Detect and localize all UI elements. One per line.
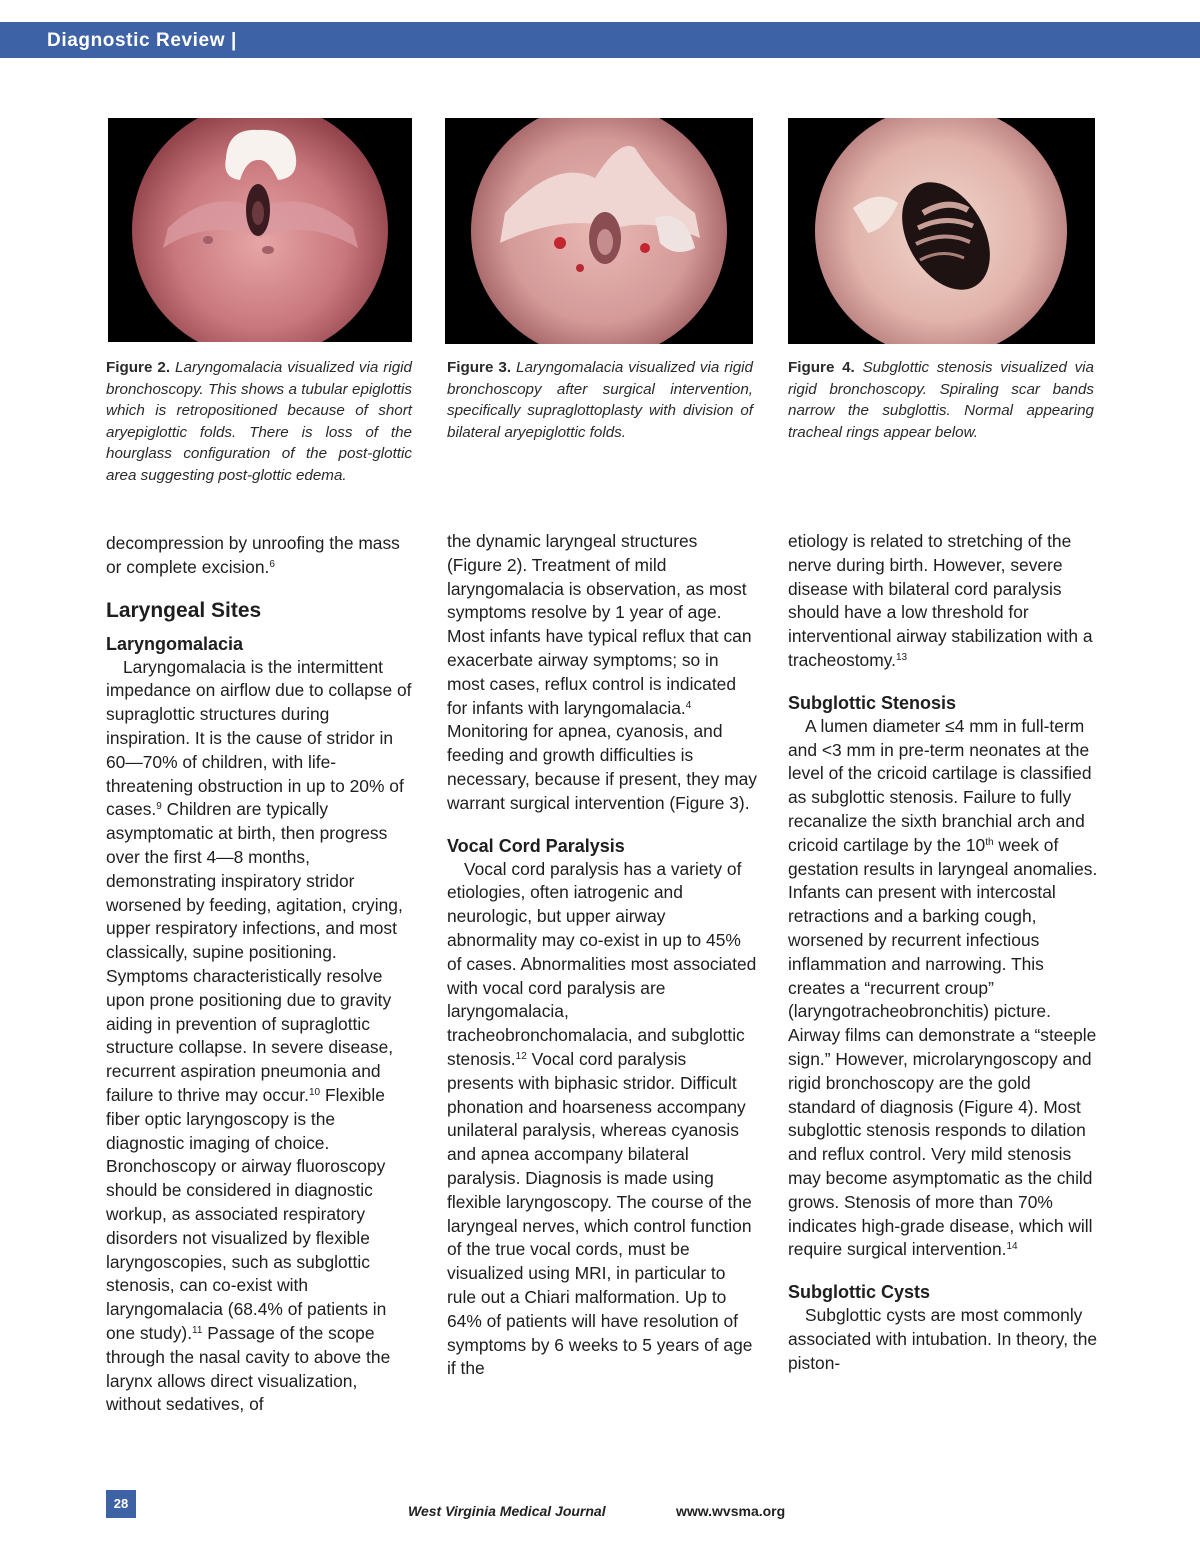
figure-4-caption-text: Subglottic stenosis visualized via rigid bronchoscopy. Spiraling scar bands narrow the subglottis. Normal appearing tracheal rings appear below.: [788, 359, 1094, 441]
figure-2-label: Figure 2.: [106, 359, 171, 376]
intro-paragraph: decompression by unroofing the mass or complete excision.$^6$: [106, 533, 400, 577]
text-column-1: [106, 532, 416, 1417]
text-column-2: [447, 530, 757, 1381]
subglottic-stenosis-paragraph: A lumen diameter ≤4 mm in full-term and <3 mm in pre-term neonates at the level of the cricoid cartilage is classified as subglottic stenosis. Failure to fully recanalize the sixth branchial arch and cricoid cartilage by the 10th week of gestation results in laryngeal anomalies. Infants can present with intercostal retractions and a barking cough, worsened by recurrent infectious inflammation and narrowing. This creates a “recurrent croup” (laryngotracheobronchitis) picture. Airway films can demonstrate a “steeple sign.” However, microlaryngoscopy and rigid bronchoscopy are the gold standard of diagnosis (Figure 4). Most subglottic stenosis responds to dilation and reflux control. Very mild stenosis may become asymptomatic as the child grows. Stenosis of more than 70% indicates high-grade disease, which will require surgical intervention.$^{14}$: [788, 715, 1098, 1260]
heading-laryngeal-sites: Laryngeal Sites: [106, 598, 262, 622]
figure-2-image: [108, 118, 412, 342]
figure-3-caption: [447, 357, 753, 443]
heading-subglottic-stenosis: Subglottic Stenosis: [788, 692, 957, 713]
heading-vocal-cord-paralysis: Vocal Cord Paralysis: [447, 835, 625, 856]
footer-url: www.wvsma.org: [676, 1503, 786, 1519]
subglottic-cysts-paragraph: Subglottic cysts are most commonly associated with intubation. In theory, the piston-: [788, 1305, 1098, 1373]
figure-3-caption-text: Laryngomalacia visualized via rigid bronchoscopy after surgical intervention, specifically supraglottoplasty with division of bilateral aryepiglottic folds.: [447, 359, 753, 441]
figure-2-caption-text: Laryngomalacia visualized via rigid bronchoscopy. This shows a tubular epiglottis which is retropositioned because of short aryepiglottic folds. There is loss of the hourglass configuration of the post-glottic area suggesting post-glottic edema.: [106, 359, 412, 484]
figure-3-image: [445, 118, 753, 344]
vocal-cord-paragraph: Vocal cord paralysis has a variety of etiologies, often iatrogenic and neurologic, but upper airway abnormality may co-exist in up to 45% of cases. Abnormalities most associated with vocal cord paralysis are laryngomalacia, tracheobronchomalacia, and subglottic stenosis.$^{12}$ Vocal cord paralysis presents with biphasic stridor. Difficult phonation and hoarseness accompany unilateral paralysis, whereas cyanosis and apnea accompany bilateral paralysis. Diagnosis is made using flexible laryngoscopy. The course of the laryngeal nerves, which control function of the true vocal cords, must be visualized using MRI, in particular to rule out a Chiari malformation. Up to 64% of patients will have resolution of symptoms by 6 weeks to 5 years of age if the: [447, 858, 757, 1379]
section-label: Diagnostic Review |: [47, 30, 237, 51]
laryngomalacia-paragraph: Laryngomalacia is the intermittent impedance on airflow due to collapse of supraglottic structures during inspiration. It is the cause of stridor in 60—70% of children, with life-threatening obstruction in up to 20% of cases.$^9$ Children are typically asymptomatic at birth, then progress over the first 4—8 months, demonstrating inspiratory stridor worsened by feeding, agitation, crying, upper respiratory infections, and most classically, supine positioning. Symptoms characteristically resolve upon prone positioning due to gravity aiding in prevention of supraglottic structure collapse. In severe disease, recurrent aspiration pneumonia and failure to thrive may occur.$^{10}$ Flexible fiber optic laryngoscopy is the diagnostic imaging of choice. Bronchoscopy or airway fluoroscopy should be considered in diagnostic workup, as associated respiratory disorders not visualized by flexible laryngoscopies, such as subglottic stenosis, can co-exist with laryngomalacia (68.4% of patients in one study).$^{11}$ Passage of the scope through the nasal cavity to above the larynx allows direct visualization, without sedatives, of: [106, 656, 412, 1415]
figure-4-caption: [788, 357, 1094, 443]
section-header-band: [0, 22, 1200, 58]
text-column-3: [788, 530, 1098, 1376]
figure-2-caption: [106, 357, 412, 487]
page-number: 28: [106, 1490, 136, 1518]
footer-journal-name: West Virginia Medical Journal: [408, 1503, 606, 1519]
heading-subglottic-cysts: Subglottic Cysts: [788, 1282, 931, 1303]
figure-3-label: Figure 3.: [447, 359, 512, 376]
figure-4-image: [788, 118, 1095, 344]
laryngomalacia-continued-paragraph: the dynamic laryngeal structures (Figure 2). Treatment of mild laryngomalacia is observation, as most symptoms resolve by 1 year of age. Most infants have typical reflux that can exacerbate airway symptoms; so in most cases, reflux control is indicated for infants with laryngomalacia.$^4$ Monitoring for apnea, cyanosis, and feeding and growth difficulties is necessary, because if present, they may warrant surgical intervention (Figure 3).: [447, 531, 757, 813]
figure-4-label: Figure 4.: [788, 359, 855, 376]
heading-laryngomalacia: Laryngomalacia: [106, 633, 244, 654]
vocal-cord-continued-paragraph: etiology is related to stretching of the nerve during birth. However, severe disease with bilateral cord paralysis should have a low threshold for interventional airway stabilization with a tracheostomy.$^{13}$: [788, 531, 1093, 670]
